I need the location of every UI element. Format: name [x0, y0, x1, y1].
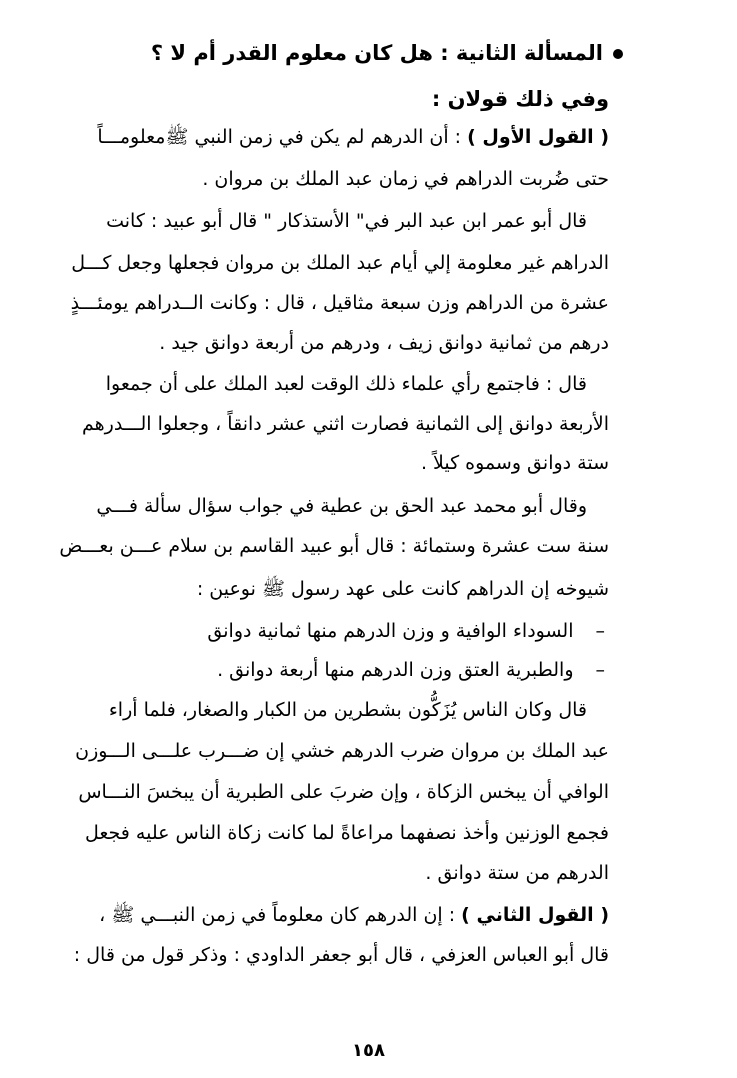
scholars-line-3: ستة دوانق وسموه كيلاً . [420, 452, 609, 474]
abu-muhammad-line-2: سنة ست عشرة وستمائة : قال أبو عبيد القاسم بن سلام عـــن بعـــض [59, 535, 609, 557]
abu-umar-line-2: الدراهم غير معلومة إلي أيام عبد الملك بن مروان فجعلها وجعل كـــل [71, 252, 609, 274]
list-item-text: والطبرية العتق وزن الدرهم منها أربعة دوانق . [217, 659, 574, 681]
bullet-icon [613, 49, 623, 59]
people-line-4: فجمع الوزنين وأخذ نصفهما مراعاةً لما كانت زكاة الناس عليه فجعل [84, 822, 609, 844]
first-opinion-label: ( القول الأول ) [467, 126, 609, 148]
first-opinion-line-1 [97, 122, 609, 152]
scholars-line-2: الأربعة دوانق إلى الثمانية فصارت اثني عشر دانقاً ، وجعلوا الـــدرهم [82, 413, 609, 435]
abu-muhammad-line-3: شيوخه إن الدراهم كانت على عهد رسول ﷺ نوعين : [196, 578, 609, 600]
abu-umar-line-3: عشرة من الدراهم وزن سبعة مثاقيل ، قال : وكانت الــدراهم يومئـــذٍ [70, 292, 609, 314]
people-line-3: الوافي أن يبخس الزكاة ، وإن ضربَ على الطبرية أن يبخسَ النـــاس [78, 781, 609, 803]
people-line-5: الدرهم من ستة دوانق . [425, 862, 609, 884]
list-item [128, 616, 605, 646]
dash-icon: – [595, 620, 605, 642]
section-title: المسألة الثانية : هل كان معلوم القدر أم لا ؟ [150, 41, 603, 65]
people-line-1: قال وكان الناس يُزَكُّون بشطرين من الكبار والصغار، فلما أراء [108, 699, 587, 721]
second-opinion-text: : إن الدرهم كان معلوماً في زمن النبـــي ﷺ ، [99, 904, 456, 926]
abu-umar-line-4: درهم من ثمانية دوانق زيف ، ودرهم من أربعة دوانق جيد . [159, 332, 609, 354]
dash-icon: – [595, 659, 605, 681]
subheading: وفي ذلك قولان : [431, 87, 609, 111]
people-line-2: عبد الملك بن مروان ضرب الدرهم خشي إن ضـــرب علـــى الـــوزن [75, 740, 609, 762]
second-opinion-line-2: قال أبو العباس العزفي ، قال أبو جعفر الداودي : وذكر قول من قال : [73, 944, 609, 966]
second-opinion-label: ( القول الثاني ) [461, 904, 609, 926]
list-item-text: السوداء الوافية و وزن الدرهم منها ثمانية دوانق [207, 620, 574, 642]
abu-umar-line-1: قال أبو عمر ابن عبد البر في" الأستذكار " قال أبو عبيد : كانت [106, 210, 587, 232]
list-item [128, 655, 605, 685]
scholars-line-1: قال : فاجتمع رأي علماء ذلك الوقت لعبد الملك على أن جمعوا [105, 373, 587, 395]
section-heading [128, 38, 623, 68]
second-opinion-line-1 [99, 900, 609, 930]
abu-muhammad-line-1: وقال أبو محمد عبد الحق بن عطية في جواب سؤال سألة فـــي [96, 495, 587, 517]
first-opinion-text: : أن الدرهم لم يكن في زمن النبي ﷺمعلومـــاً [97, 126, 462, 148]
page-number: ١٥٨ [352, 1040, 385, 1061]
first-opinion-line-2: حتى ضُربت الدراهم في زمان عبد الملك بن مروان . [202, 168, 609, 190]
